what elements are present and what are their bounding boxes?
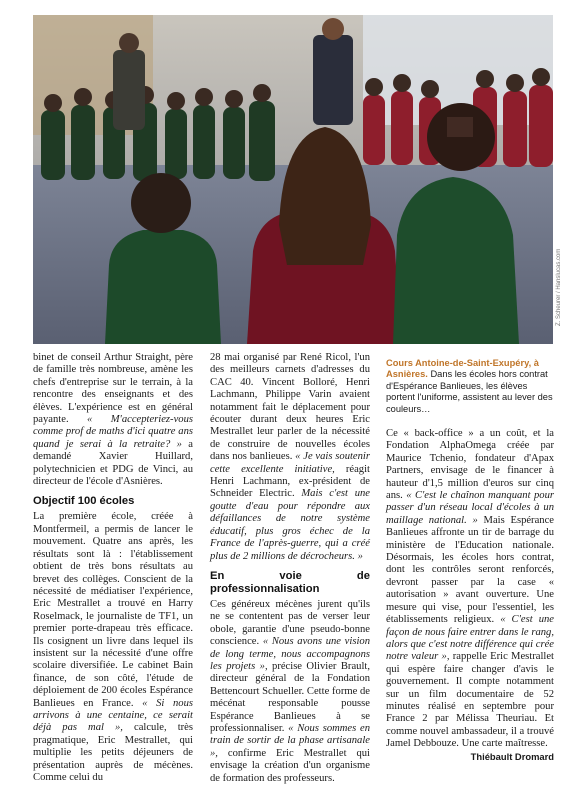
- paragraph: binet de conseil Arthur Straight, père de famille très nombreuse, amène les chefs d'entreprise sur le terrain, à la rencontre des enseignants et des élèves. L'expérience est en général payante. « M'accepteriez-vous comme prof de maths d'ici quatre ans quand je serai à la retraite? » a demandé Xavier Huillard, polytechnicien et PDG de Vinci, au directeur de l'école d'Asnières.: [33, 352, 193, 488]
- quote: « M'accepteriez-vous comme prof de maths d'ici quatre ans quand je serai à la retraite? »: [33, 414, 193, 450]
- paragraph: La première école, créée à Montfermeil, a permis de lancer le mouvement. Quatre ans après, les résultats sont là : l'établissement obtient de très bons résultats au brevet des collèges. Conscient de la nécessité de médiatiser l'expérience, Eric Mestrallet a trouvé en Harry Roselmack, le journaliste de TF1, un premier porte-drapeau très efficace. Ils cosignent un livre dans lequel ils insistent sur la nécessité d'une offre scolaire diversifiée. Le cabinet Bain finance, de son côté, l'étude de déploiement de 200 écoles Espérance Banlieues en France. « Si nous arrivons à une centaine, ce serait déjà pas mal », calcule, très pragmatique, Eric Mestrallet, qui multiplie les petits déjeuners de présentation auprès de mécènes. Comme celui du: [33, 511, 193, 783]
- section-heading: En voie de professionnalisation: [210, 569, 370, 595]
- quote: « Je vais soutenir cette excellente initiative,: [210, 451, 370, 475]
- author-signature: Thiébault Dromard: [470, 750, 554, 762]
- section-heading: Objectif 100 écoles: [33, 495, 135, 508]
- photo-caption: [386, 358, 556, 415]
- photo-credit: Z. Scheurer / Hanslucas.com: [556, 248, 562, 326]
- quote: Mais c'est une goutte d'eau pour répondre aux défaillances de notre système éducatif, plus gros échec de la France de l'après-guerre, qui a créé plus de 2 millions de décrocheurs. »: [210, 488, 370, 562]
- quote: « C'est le chaînon manquant pour passer d'un réseau local d'écoles à un maillage national. »: [386, 490, 554, 526]
- paragraph: Ce « back-office » a un coût, et la Fondation AlphaOmega créée par Maurice Tchenio, fondateur d'Apax Partners, envisage de le financer à hauteur d'1,5 million d'euros sur cinq ans. « C'est le chaînon manquant pour passer d'un réseau local d'écoles à un maillage national. » Mais Espérance Banlieues affronte un tir de barrage du ministère de l'Education nationale. Désormais, les écoles hors contrat, dont les contrôles seront renforcés, devront passer par la case « autorisation » avant ouverture. Une mesure qui vise, pour l'essentiel, les établissements religieux. « C'est une façon de nous faire entrer dans le rang, alors que c'est notre différence qui crée notre valeur », rappelle Eric Mestrallet qui espère faire changer d'avis le gouvernement. Il compte notamment sur un film documentaire de 52 minutes réalisé en septembre pour France 2 par Mélissa Theuriau. Et comme nouvel ambassadeur, il a trouvé Jamel Debbouze. Une carte maîtresse. Thiébault Dromard: [386, 428, 554, 762]
- quote: « Nous avons une vision de long terme, nous accompagnons les projets »,: [210, 636, 370, 672]
- quote: « C'est une façon de nous faire entrer dans le rang, alors que c'est notre différence qui crée notre valeur »,: [386, 614, 554, 663]
- paragraph: 28 mai organisé par René Ricol, l'un des meilleurs carnets d'adresses du CAC 40. Vincent Bolloré, Henri Lachmann, Philippe Varin avaient notamment fait le déplacement pour écouter durant deux heures Eric Mestrallet leur parler de la nécessité de construire de nouvelles écoles dans nos banlieues. « Je vais soutenir cette excellente initiative, réagit Henri Lachmann, ex-président de Schneider Electric. Mais c'est une goutte d'eau pour répondre aux défaillances de notre système éducatif, plus gros échec de la France de l'après-guerre, qui a créé plus de 2 millions de décrocheurs. »: [210, 352, 370, 562]
- caption-title: Cours Antoine-de-Saint-Exupéry, à Asnières.: [386, 358, 539, 380]
- article-column-2: [210, 352, 370, 785]
- quote: « Si nous arrivons à une centaine, ce serait déjà pas mal »,: [33, 697, 193, 734]
- paragraph: Ces généreux mécènes jurent qu'ils ne se contentent pas de verser leur obole, garantie d'une pseudo-bonne conscience. « Nous avons une vision de long terme, nous accompagnons les projets », précise Olivier Brault, directeur général de la Fondation Bettencourt Schueller. Cette forme de mécénat responsable pousse Espérance Banlieues à se professionnaliser. « Nous sommes en train de sortir de la phase artisanale », confirme Eric Mestrallet qui envisage la création d'un organisme de formation des professeurs.: [210, 598, 370, 784]
- quote: « Nous sommes en train de sortir de la phase artisanale »,: [210, 722, 370, 759]
- article-column-1: [33, 352, 193, 784]
- caption-text: Dans les écoles hors contrat d'Espérance Banlieues, les élèves portent l'uniforme, assistent au lever des couleurs…: [386, 369, 553, 414]
- article-photo: [33, 15, 553, 344]
- article-column-3: [386, 428, 554, 763]
